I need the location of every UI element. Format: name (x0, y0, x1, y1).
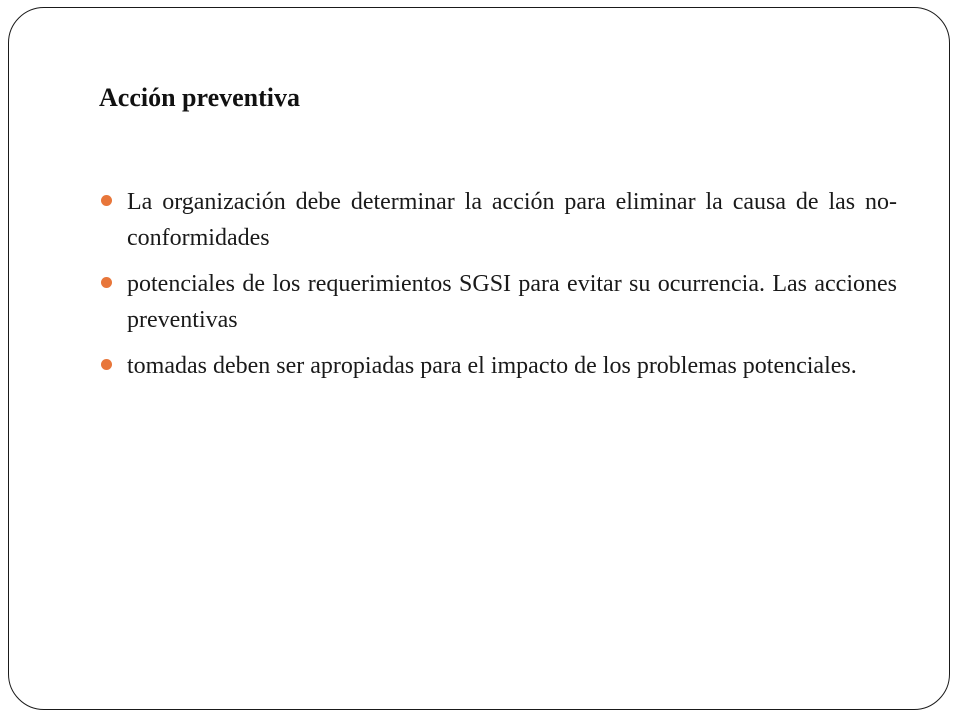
bullet-item (101, 348, 897, 384)
bullet-item (101, 184, 897, 256)
bullet-list (101, 184, 897, 394)
bullet-text: La organización debe determinar la acción para eliminar la causa de las no-conformidades (127, 189, 897, 251)
bullet-dot-icon (101, 195, 112, 206)
slide-title: Acción preventiva (99, 83, 300, 112)
bullet-text: tomadas deben ser apropiadas para el impacto de los problemas potenciales. (127, 353, 857, 379)
bullet-dot-icon (101, 277, 112, 288)
slide-frame (8, 7, 950, 710)
bullet-dot-icon (101, 359, 112, 370)
bullet-item (101, 266, 897, 338)
bullet-text: potenciales de los requerimientos SGSI para evitar su ocurrencia. Las acciones preventivas (127, 271, 897, 333)
